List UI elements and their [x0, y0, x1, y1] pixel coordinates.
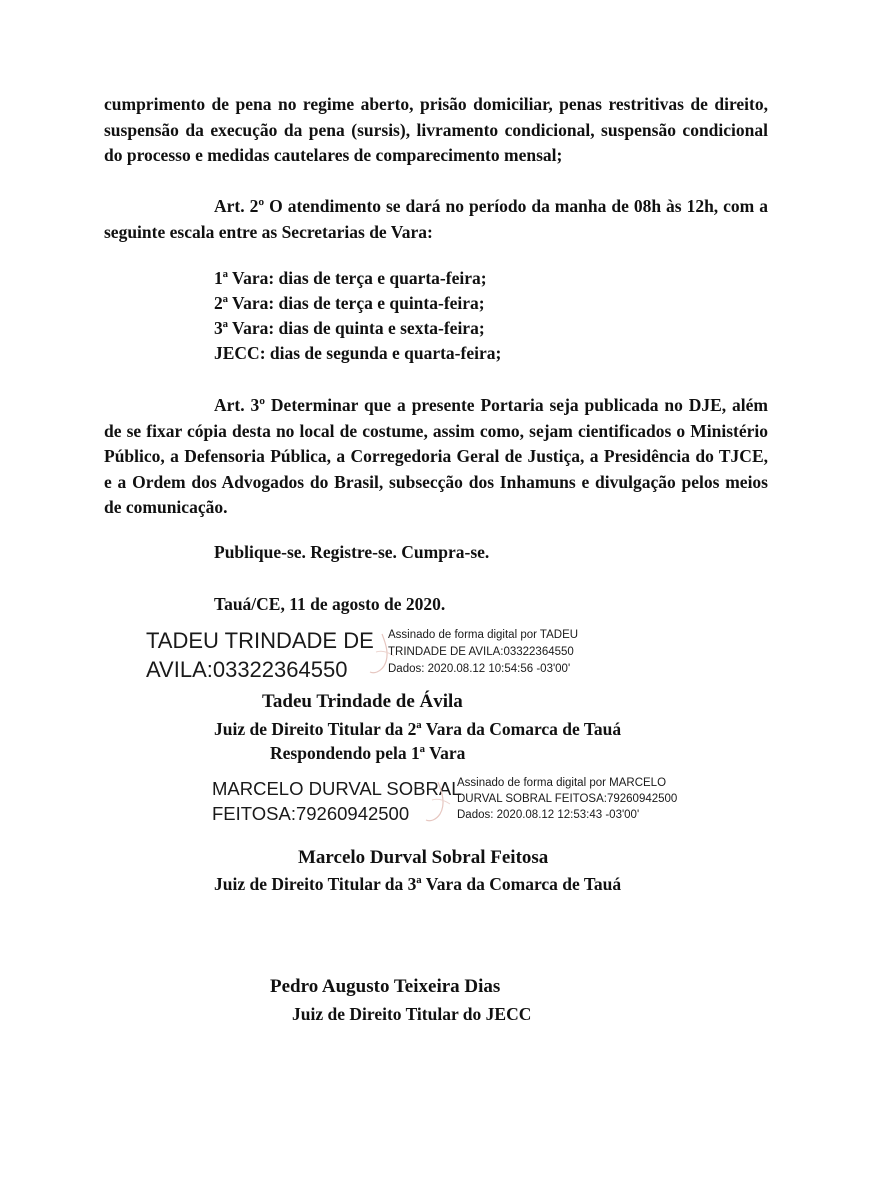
signature-meta-line: TRINDADE DE AVILA:03322364550	[388, 646, 574, 658]
place-date: Tauá/CE, 11 de agosto de 2020.	[214, 594, 446, 614]
official-role: Juiz de Direito Titular da 3ª Vara da Comarca de Tauá	[214, 874, 622, 894]
signature-name-line: FEITOSA:79260942500	[212, 803, 410, 824]
official-name: Marcelo Durval Sobral Feitosa	[298, 847, 549, 868]
official-name: Tadeu Trindade de Ávila	[262, 691, 463, 712]
closing-statement: Publique-se. Registre-se. Cumpra-se.	[214, 542, 490, 562]
article-3: Art. 3º Determinar que a presente Portaria seja publicada no DJE, além de se fixar cópia desta no local de costume, assim como, sejam cientificados o Ministério Público, a Defensoria Pública, a Corregedoria Geral de Justiça, a Presidência do TJCE, e a Ordem dos Advogados do Brasil, subsecção dos Inhamuns e divulgação pelos meios de comunicação.	[104, 395, 768, 517]
official-role: Juiz de Direito Titular do JECC	[292, 1004, 532, 1024]
signature-meta-line: DURVAL SOBRAL FEITOSA:79260942500	[457, 793, 678, 805]
signature-name-line: TADEU TRINDADE DE	[146, 628, 374, 653]
signature-meta-line: Assinado de forma digital por MARCELO	[457, 777, 667, 789]
article-2: Art. 2º O atendimento se dará no período da manha de 08h às 12h, com a seguinte escala entre as Secretarias de Vara:	[104, 196, 768, 242]
signature-meta-line: Dados: 2020.08.12 12:53:43 -03'00'	[457, 809, 640, 821]
official-role: Respondendo pela 1ª Vara	[270, 743, 466, 763]
signature-mark-icon	[418, 778, 458, 826]
schedule-item: 3ª Vara: dias de quinta e sexta-feira;	[214, 318, 485, 338]
official-role: Juiz de Direito Titular da 2ª Vara da Comarca de Tauá	[214, 719, 622, 739]
signature-name-line: MARCELO DURVAL SOBRAL	[212, 778, 462, 799]
paragraph-continuation: cumprimento de pena no regime aberto, prisão domiciliar, penas restritivas de direito, suspensão da execução da pena (sursis), livramento condicional, suspensão condicional do processo e medidas cautelares de comparecimento mensal;	[104, 94, 768, 165]
signature-name-line: AVILA:03322364550	[146, 657, 348, 682]
schedule-item: 1ª Vara: dias de terça e quarta-feira;	[214, 268, 487, 288]
schedule-item: 2ª Vara: dias de terça e quinta-feira;	[214, 293, 485, 313]
signature-meta-line: Dados: 2020.08.12 10:54:56 -03'00'	[388, 663, 571, 675]
schedule-item: JECC: dias de segunda e quarta-feira;	[214, 343, 502, 363]
official-name: Pedro Augusto Teixeira Dias	[270, 976, 501, 997]
signature-meta-line: Assinado de forma digital por TADEU	[388, 629, 579, 641]
